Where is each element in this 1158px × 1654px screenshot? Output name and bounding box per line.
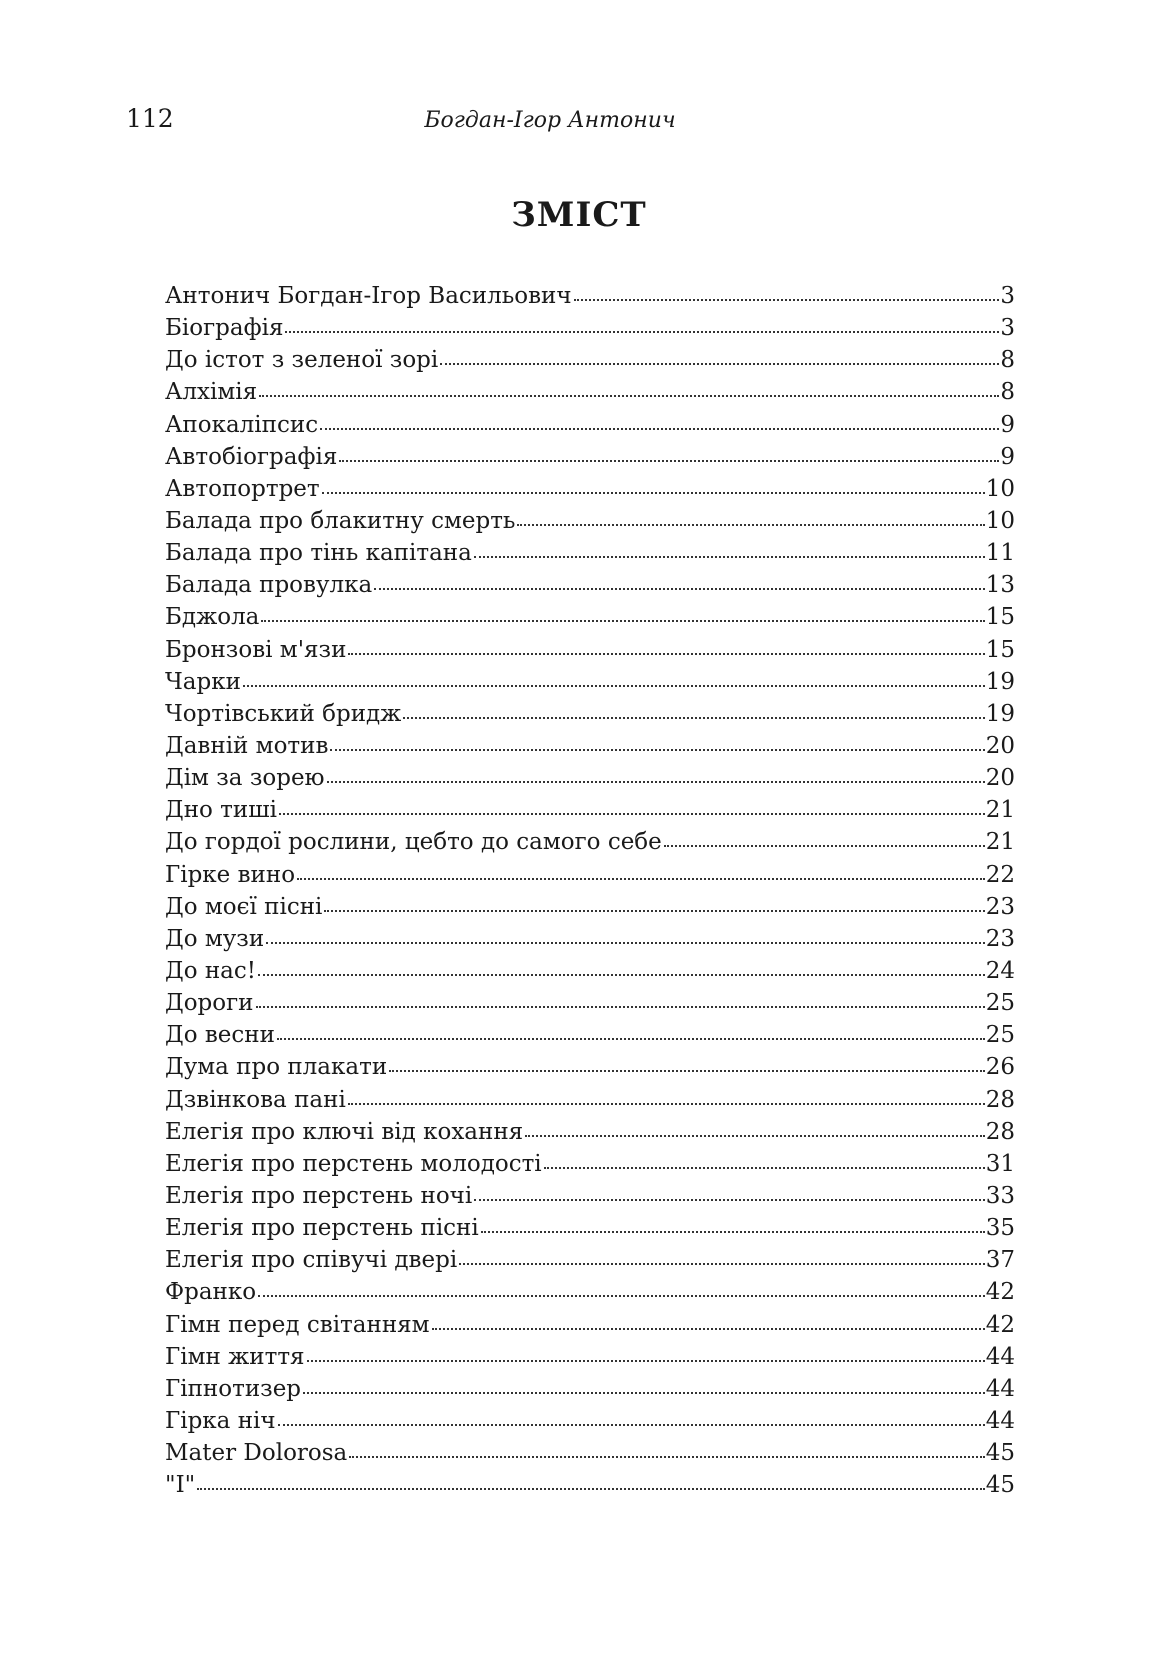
toc-entry — [165, 730, 1015, 762]
toc-entry-title: Гімн життя — [165, 1343, 305, 1370]
toc-entry-page: 11 — [985, 540, 1015, 567]
toc-entry-page: 31 — [985, 1150, 1015, 1177]
table-of-contents — [165, 280, 1015, 1501]
toc-entry-title: До весни — [165, 1022, 275, 1049]
toc-entry-page: 35 — [985, 1215, 1015, 1242]
toc-entry-title: Чортівський бридж — [165, 700, 402, 727]
toc-dot-leader — [348, 1103, 985, 1105]
toc-entry — [165, 826, 1015, 858]
toc-entry-page: 42 — [985, 1311, 1015, 1338]
toc-entry-title: Дума про плакати — [165, 1054, 388, 1081]
toc-entry-title: Елегія про перстень молодості — [165, 1150, 542, 1177]
toc-entry-page: 20 — [985, 765, 1015, 792]
toc-entry-title: Давній мотив — [165, 732, 329, 759]
toc-entry — [165, 1244, 1015, 1276]
toc-entry-page: 25 — [985, 1022, 1015, 1049]
toc-entry-page: 25 — [985, 990, 1015, 1017]
toc-dot-leader — [303, 1392, 985, 1394]
toc-entry — [165, 1437, 1015, 1469]
toc-entry-title: До нас! — [165, 957, 257, 984]
toc-entry — [165, 473, 1015, 505]
toc-entry — [165, 698, 1015, 730]
toc-entry-title: Бджола — [165, 604, 260, 631]
toc-dot-leader — [307, 1360, 985, 1362]
toc-dot-leader — [261, 620, 984, 622]
toc-entry-page: 13 — [985, 572, 1015, 599]
toc-entry — [165, 409, 1015, 441]
toc-entry-page: 20 — [985, 732, 1015, 759]
toc-entry — [165, 955, 1015, 987]
toc-entry-title: Елегія про ключі від кохання — [165, 1118, 524, 1145]
toc-dot-leader — [517, 524, 984, 526]
toc-entry-title: Франко — [165, 1279, 257, 1306]
toc-entry-page: 44 — [985, 1375, 1015, 1402]
toc-dot-leader — [322, 492, 985, 494]
toc-dot-leader — [324, 910, 984, 912]
toc-entry-title: Елегія про перстень пісні — [165, 1215, 479, 1242]
toc-entry — [165, 666, 1015, 698]
toc-dot-leader — [278, 1424, 985, 1426]
toc-entry-page: 23 — [985, 925, 1015, 952]
toc-entry-page: 37 — [985, 1247, 1015, 1274]
toc-entry-title: Гіпнотизер — [165, 1375, 302, 1402]
toc-entry-page: 3 — [1000, 315, 1015, 342]
toc-dot-leader — [432, 1328, 985, 1330]
toc-entry — [165, 280, 1015, 312]
toc-dot-leader — [349, 1456, 984, 1458]
toc-entry-title: Елегія про перстень ночі — [165, 1182, 473, 1209]
toc-entry — [165, 1212, 1015, 1244]
toc-dot-leader — [389, 1070, 985, 1072]
toc-entry-title: До музи — [165, 925, 265, 952]
toc-entry — [165, 344, 1015, 376]
toc-entry-page: 28 — [985, 1086, 1015, 1113]
toc-dot-leader — [459, 1263, 985, 1265]
toc-entry-title: Дно тиші — [165, 797, 277, 824]
running-header: Богдан-Ігор Антонич — [424, 108, 676, 133]
toc-entry — [165, 1051, 1015, 1083]
toc-dot-leader — [664, 845, 985, 847]
toc-entry-page: 44 — [985, 1343, 1015, 1370]
toc-entry-page: 42 — [985, 1279, 1015, 1306]
toc-entry — [165, 1019, 1015, 1051]
page-number: 112 — [126, 104, 174, 133]
toc-entry — [165, 312, 1015, 344]
toc-entry-title: Апокаліпсис — [165, 411, 319, 438]
toc-entry-page: 22 — [985, 861, 1015, 888]
toc-entry-title: Гімн перед світанням — [165, 1311, 430, 1338]
toc-entry-title: Балада про тінь капітана — [165, 540, 472, 567]
toc-entry-page: 8 — [1000, 347, 1015, 374]
toc-entry-page: 26 — [985, 1054, 1015, 1081]
toc-dot-leader — [277, 1038, 985, 1040]
toc-entry-page: 8 — [1000, 379, 1015, 406]
toc-entry-title: До гордої рослини, цебто до самого себе — [165, 829, 662, 856]
toc-dot-leader — [258, 1295, 985, 1297]
toc-entry-title: Mater Dolorosa — [165, 1440, 348, 1467]
toc-entry-page: 15 — [985, 604, 1015, 631]
toc-entry — [165, 601, 1015, 633]
toc-entry — [165, 1116, 1015, 1148]
toc-entry-page: 19 — [985, 700, 1015, 727]
toc-dot-leader — [258, 974, 985, 976]
toc-entry-page: 15 — [985, 636, 1015, 663]
toc-dot-leader — [374, 588, 985, 590]
toc-dot-leader — [320, 428, 999, 430]
toc-entry-page: 44 — [985, 1407, 1015, 1434]
toc-entry-title: Автопортрет — [165, 475, 320, 502]
toc-dot-leader — [481, 1231, 985, 1233]
toc-entry — [165, 923, 1015, 955]
toc-entry-page: 19 — [985, 668, 1015, 695]
toc-dot-leader — [339, 460, 999, 462]
toc-dot-leader — [403, 717, 984, 719]
toc-entry — [165, 1084, 1015, 1116]
toc-dot-leader — [243, 685, 985, 687]
toc-entry-title: Гірка ніч — [165, 1407, 276, 1434]
toc-entry — [165, 505, 1015, 537]
toc-entry-title: Елегія про співучі двері — [165, 1247, 458, 1274]
toc-entry-title: Біографія — [165, 315, 284, 342]
toc-entry — [165, 794, 1015, 826]
toc-entry-page: 23 — [985, 893, 1015, 920]
toc-entry-page: 21 — [985, 797, 1015, 824]
toc-entry — [165, 441, 1015, 473]
toc-entry-page: 10 — [985, 475, 1015, 502]
toc-entry-title: Балада про блакитну смерть — [165, 507, 516, 534]
toc-entry — [165, 537, 1015, 569]
toc-entry-title: Антонич Богдан-Ігор Васильович — [165, 283, 572, 309]
toc-entry-title: Балада провулка — [165, 572, 373, 599]
toc-dot-leader — [259, 395, 999, 397]
toc-dot-leader — [440, 363, 999, 365]
toc-entry — [165, 1469, 1015, 1501]
toc-dot-leader — [256, 1006, 985, 1008]
toc-entry — [165, 859, 1015, 891]
toc-dot-leader — [197, 1488, 984, 1490]
toc-entry — [165, 987, 1015, 1019]
toc-dot-leader — [348, 653, 984, 655]
toc-dot-leader — [330, 749, 984, 751]
toc-dot-leader — [266, 942, 985, 944]
toc-entry — [165, 1309, 1015, 1341]
toc-entry — [165, 1180, 1015, 1212]
toc-entry — [165, 762, 1015, 794]
toc-entry-page: 45 — [985, 1440, 1015, 1467]
toc-dot-leader — [574, 299, 1000, 301]
toc-entry — [165, 1148, 1015, 1180]
toc-dot-leader — [544, 1167, 985, 1169]
toc-dot-leader — [474, 1199, 984, 1201]
toc-entry — [165, 891, 1015, 923]
toc-dot-leader — [279, 813, 985, 815]
toc-entry-title: До моєї пісні — [165, 893, 323, 920]
toc-entry — [165, 1276, 1015, 1308]
page-title: ЗМІСТ — [511, 194, 647, 235]
toc-dot-leader — [525, 1135, 985, 1137]
toc-entry — [165, 1373, 1015, 1405]
toc-entry-title: Алхімія — [165, 379, 258, 406]
toc-entry-title: Бронзові м'язи — [165, 636, 347, 663]
toc-dot-leader — [327, 781, 985, 783]
toc-entry-page: 9 — [1000, 411, 1015, 438]
toc-entry-title: Гірке вино — [165, 861, 296, 888]
toc-dot-leader — [474, 556, 985, 558]
toc-entry-title: Чарки — [165, 668, 241, 695]
toc-entry-page: 45 — [985, 1472, 1015, 1499]
toc-entry-title: Дзвінкова пані — [165, 1086, 346, 1113]
toc-entry-title: "I" — [165, 1472, 196, 1499]
toc-entry-page: 28 — [985, 1118, 1015, 1145]
toc-dot-leader — [297, 878, 985, 880]
toc-entry-title: Автобіографія — [165, 443, 338, 470]
toc-entry — [165, 1405, 1015, 1437]
toc-entry-page: 24 — [985, 957, 1015, 984]
toc-entry-page: 9 — [1000, 443, 1015, 470]
toc-entry — [165, 376, 1015, 408]
toc-entry-title: До істот з зеленої зорі — [165, 347, 439, 374]
toc-entry — [165, 634, 1015, 666]
toc-dot-leader — [285, 331, 999, 333]
toc-entry — [165, 1341, 1015, 1373]
toc-entry-page: 10 — [985, 507, 1015, 534]
toc-entry-page: 21 — [985, 829, 1015, 856]
toc-entry-title: Дороги — [165, 990, 254, 1017]
toc-entry-page: 3 — [1000, 283, 1015, 309]
toc-entry — [165, 569, 1015, 601]
toc-entry-title: Дім за зорею — [165, 765, 325, 792]
toc-entry-page: 33 — [985, 1182, 1015, 1209]
